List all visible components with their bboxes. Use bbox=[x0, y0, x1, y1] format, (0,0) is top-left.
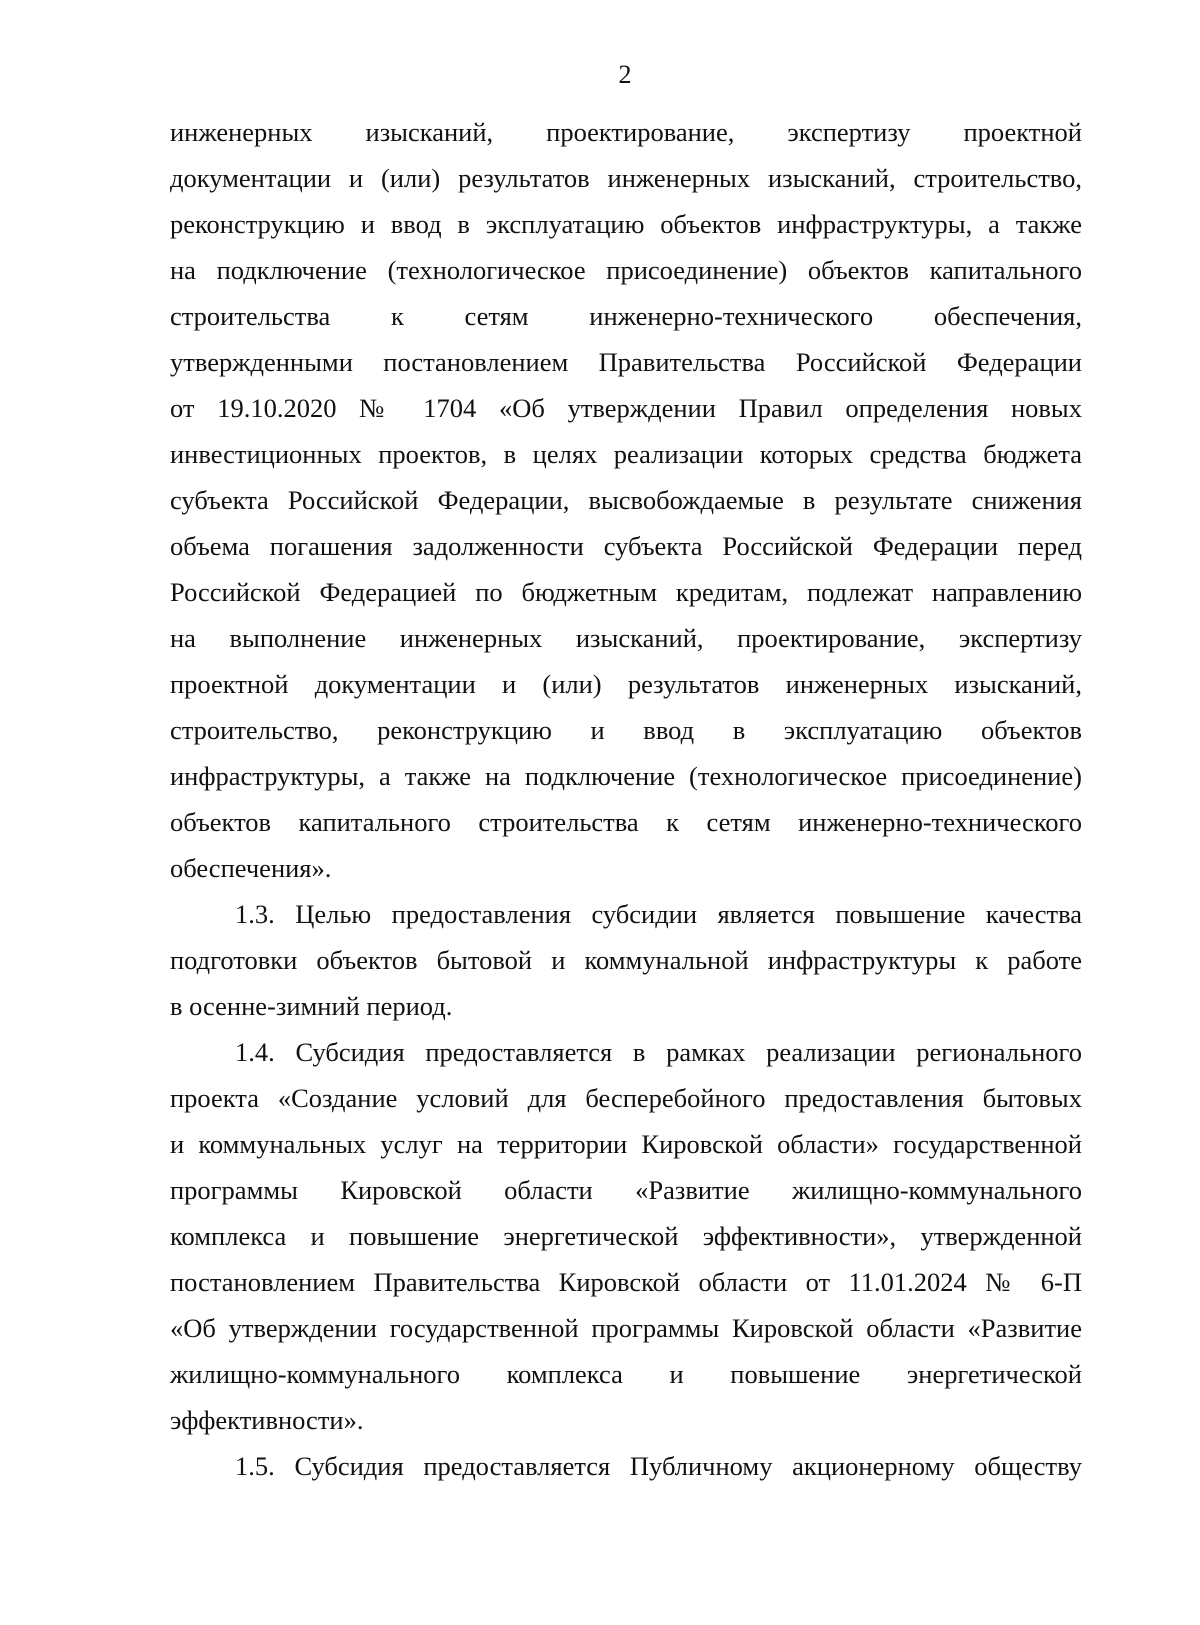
text-line: документации и (или) результатов инженерных изысканий, строительство, bbox=[170, 163, 1082, 193]
text-line: и коммунальных услуг на территории Кировской области» государственной bbox=[170, 1129, 1082, 1159]
text-line: строительство, реконструкцию и ввод в эксплуатацию объектов bbox=[170, 715, 1082, 745]
text-line: проектной документации и (или) результатов инженерных изысканий, bbox=[170, 669, 1082, 699]
text-line: постановлением Правительства Кировской области от 11.01.2024 № 6-П bbox=[170, 1267, 1082, 1297]
text-line: обеспечения». bbox=[170, 853, 332, 883]
text-line: утвержденными постановлением Правительства Российской Федерации bbox=[170, 347, 1082, 377]
text-line: проекта «Создание условий для бесперебойного предоставления бытовых bbox=[170, 1083, 1082, 1113]
text-line: от 19.10.2020 № 1704 «Об утверждении Правил определения новых bbox=[170, 393, 1082, 423]
text-line: на подключение (технологическое присоединение) объектов капитального bbox=[170, 255, 1082, 285]
paragraph-1-4-line: 1.4. Субсидия предоставляется в рамках реализации регионального bbox=[235, 1037, 1082, 1067]
text-line: программы Кировской области «Развитие жилищно-коммунального bbox=[170, 1175, 1082, 1205]
paragraph-1-3-line: 1.3. Целью предоставления субсидии является повышение качества bbox=[235, 899, 1082, 929]
text-line: инженерных изысканий, проектирование, экспертизу проектной bbox=[170, 117, 1082, 147]
paragraph-1-5-line: 1.5. Субсидия предоставляется Публичному акционерному обществу bbox=[235, 1451, 1082, 1481]
text-line: инвестиционных проектов, в целях реализации которых средства бюджета bbox=[170, 439, 1082, 469]
text-line: комплекса и повышение энергетической эффективности», утвержденной bbox=[170, 1221, 1082, 1251]
text-line: подготовки объектов бытовой и коммунальной инфраструктуры к работе bbox=[170, 945, 1082, 975]
text-line: в осенне-зимний период. bbox=[170, 991, 453, 1021]
page-number: 2 bbox=[618, 60, 632, 89]
text-line: строительства к сетям инженерно-технического обеспечения, bbox=[170, 301, 1082, 331]
text-line: субъекта Российской Федерации, высвобождаемые в результате снижения bbox=[170, 485, 1082, 515]
text-line: реконструкцию и ввод в эксплуатацию объектов инфраструктуры, а также bbox=[170, 209, 1082, 239]
text-line: на выполнение инженерных изысканий, проектирование, экспертизу bbox=[170, 623, 1082, 653]
text-line: Российской Федерацией по бюджетным кредитам, подлежат направлению bbox=[170, 577, 1082, 607]
text-line: эффективности». bbox=[170, 1405, 364, 1435]
text-line: жилищно-коммунального комплекса и повышение энергетической bbox=[170, 1359, 1082, 1389]
text-line: «Об утверждении государственной программы Кировской области «Развитие bbox=[170, 1313, 1082, 1343]
text-line: объема погашения задолженности субъекта Российской Федерации перед bbox=[170, 531, 1082, 561]
text-line: объектов капитального строительства к сетям инженерно-технического bbox=[170, 807, 1082, 837]
document-body bbox=[170, 112, 1082, 1492]
text-line: инфраструктуры, а также на подключение (технологическое присоединение) bbox=[170, 761, 1082, 791]
